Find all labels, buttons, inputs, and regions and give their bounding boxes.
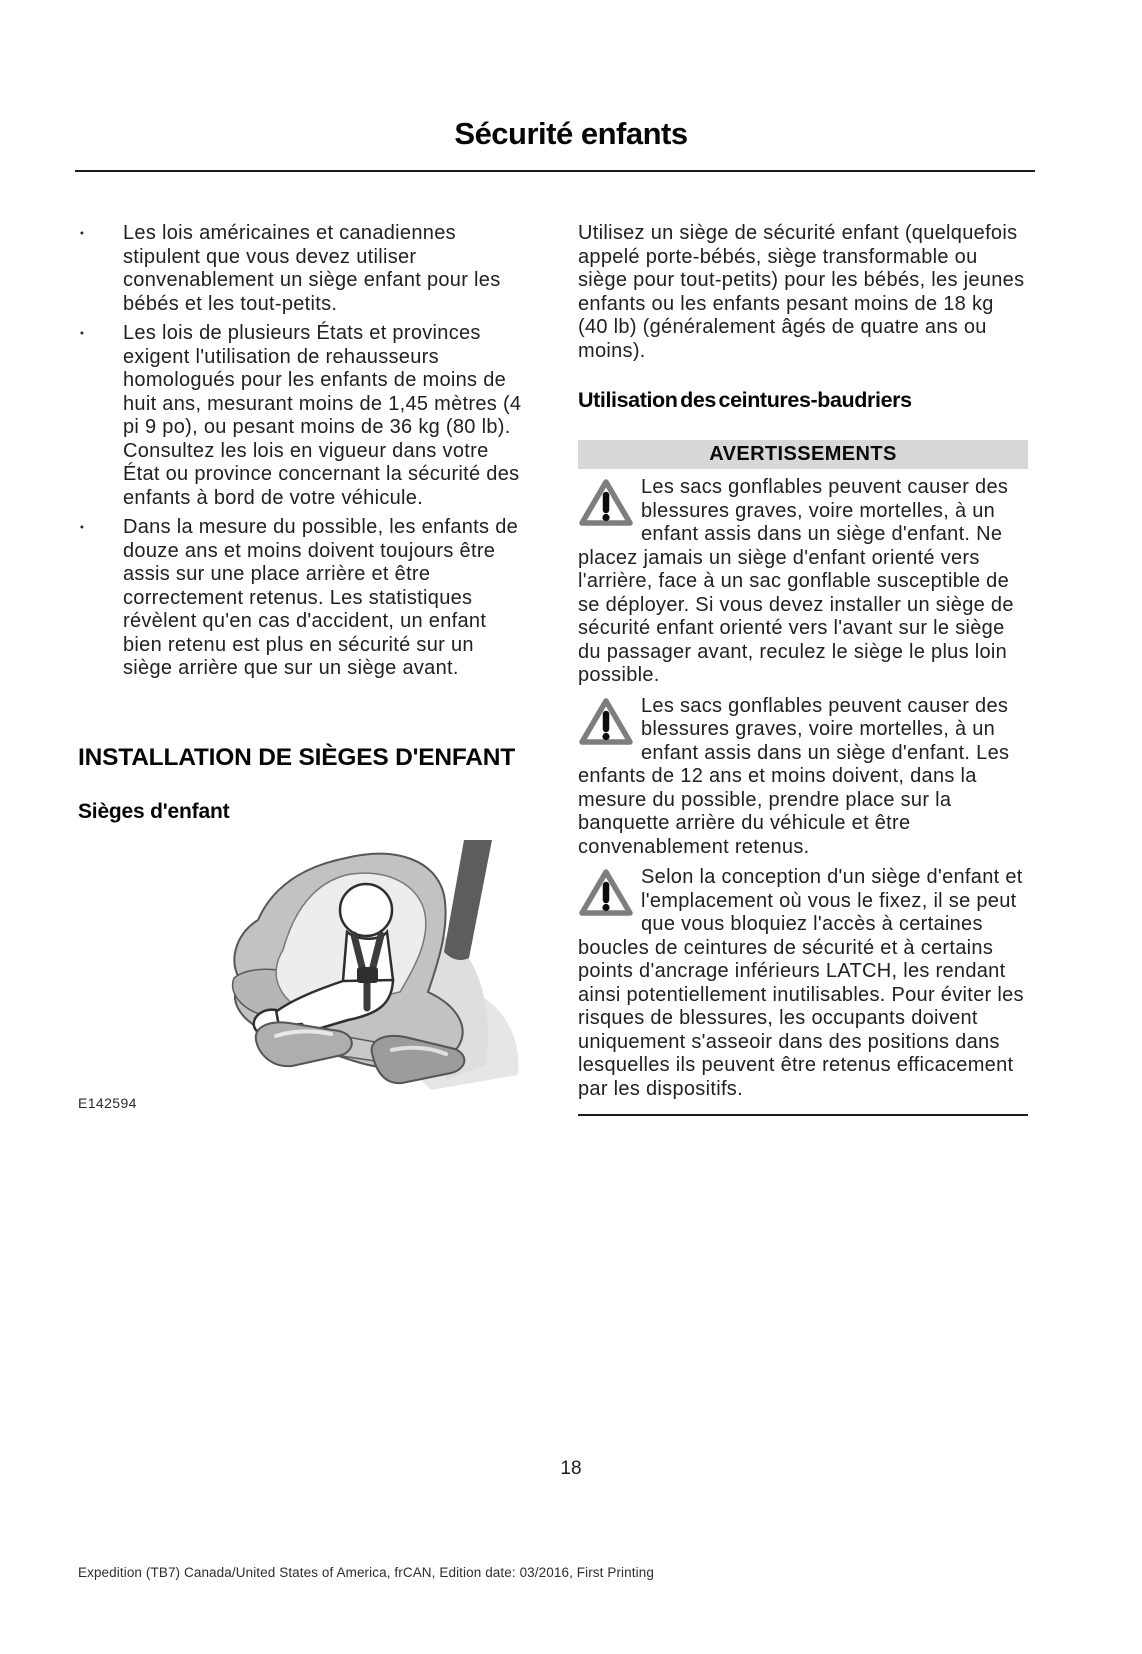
warning-triangle-icon <box>578 868 634 918</box>
warning-text: Les sacs gonflables peuvent causer des blessures graves, voire mortelles, à un enfant assis dans un siège d'enfant. Ne placez jamais un siège d'enfant orienté vers l'arrière, face à un sac gonflable susceptible de se déployer. Si vous devez installer un siège de sécurité enfant orienté vers l'avant sur le siège du passager avant, reculez le siège le plus loin possible. <box>578 476 1014 686</box>
warning-item <box>578 476 1028 688</box>
warning-text: Les sacs gonflables peuvent causer des blessures graves, voire mortelles, à un enfant assis dans un siège d'enfant. Les enfants de 12 ans et moins doivent, dans la mesure du possible, prendre place sur la banquette arrière du véhicule et être convenablement retenus. <box>578 694 1010 858</box>
right-column <box>578 222 1028 1116</box>
warning-item <box>578 695 1028 860</box>
bullet-text: Les lois américaines et canadiennes stipulent que vous devez utiliser convenablement un siège enfant pour les bébés et les tout-petits. <box>123 222 501 315</box>
child-seat-figure <box>78 840 528 1116</box>
warning-text: Selon la conception d'un siège d'enfant et l'emplacement où vous le fixez, il se peut que vous bloquiez l'accès à certaines boucles de ceintures de sécurité et à certains points d'ancrage inférieurs LATCH, les rendant ainsi potentiellement inutilisables. Pour éviter les risques de blessures, les occupants doivent uniquement s'asseoir dans des positions dans lesquelles ils peuvent être retenus efficacement par les dispositifs. <box>578 866 1024 1100</box>
warnings-divider <box>578 1114 1028 1116</box>
bullet-text: Les lois de plusieurs États et provinces exigent l'utilisation de rehausseurs homologués pour les enfants de moins de huit ans, mesurant moins de 1,45 mètres (4 pi 9 po), ou pesant moins de 36 kg (80 lb). Consultez les lois en vigueur dans votre État ou province concernant la sécurité des enfants à bord de votre véhicule. <box>123 322 522 509</box>
bullet-icon: • <box>80 521 85 534</box>
left-column <box>78 222 528 1115</box>
shoulder-belts-heading: Utilisation des ceintures-baudriers <box>578 388 912 412</box>
list-item <box>78 516 528 681</box>
warning-triangle-icon <box>578 478 634 528</box>
warnings-section <box>578 440 1028 1116</box>
page-number: 18 <box>560 1458 582 1479</box>
child-seat-illustration <box>196 840 526 1090</box>
section-heading: INSTALLATION DE SIÈGES D'ENFANT <box>78 743 516 771</box>
intro-paragraph: Utilisez un siège de sécurité enfant (quelquefois appelé porte-bébés, siège transformable ou siège pour tout-petits) pour les bébés, les jeunes enfants ou les enfants pesant moins de 18 kg (40 lb) (généralement âgés de quatre ans ou moins). <box>578 222 1025 362</box>
bullet-text: Dans la mesure du possible, les enfants de douze ans et moins doivent toujours être assis sur une place arrière et être correctement retenus. Les statistiques révèlent qu'en cas d'accident, un enfant bien retenu est plus en sécurité sur un siège arrière que sur un siège avant. <box>123 516 519 679</box>
figure-caption: E142594 <box>78 1094 137 1111</box>
footer-text: Expedition (TB7) Canada/United States of America, frCAN, Edition date: 03/2016, First Printing <box>78 1565 654 1580</box>
page-title: Sécurité enfants <box>454 116 688 151</box>
subsection-heading: Sièges d'enfant <box>78 799 230 823</box>
warning-triangle-icon <box>578 697 634 747</box>
list-item <box>78 322 528 510</box>
warning-item <box>578 866 1028 1101</box>
warnings-header: AVERTISSEMENTS <box>578 440 1028 469</box>
title-divider <box>75 170 1035 172</box>
list-item <box>78 222 528 316</box>
bullet-icon: • <box>80 227 85 240</box>
bullet-icon: • <box>80 327 85 340</box>
